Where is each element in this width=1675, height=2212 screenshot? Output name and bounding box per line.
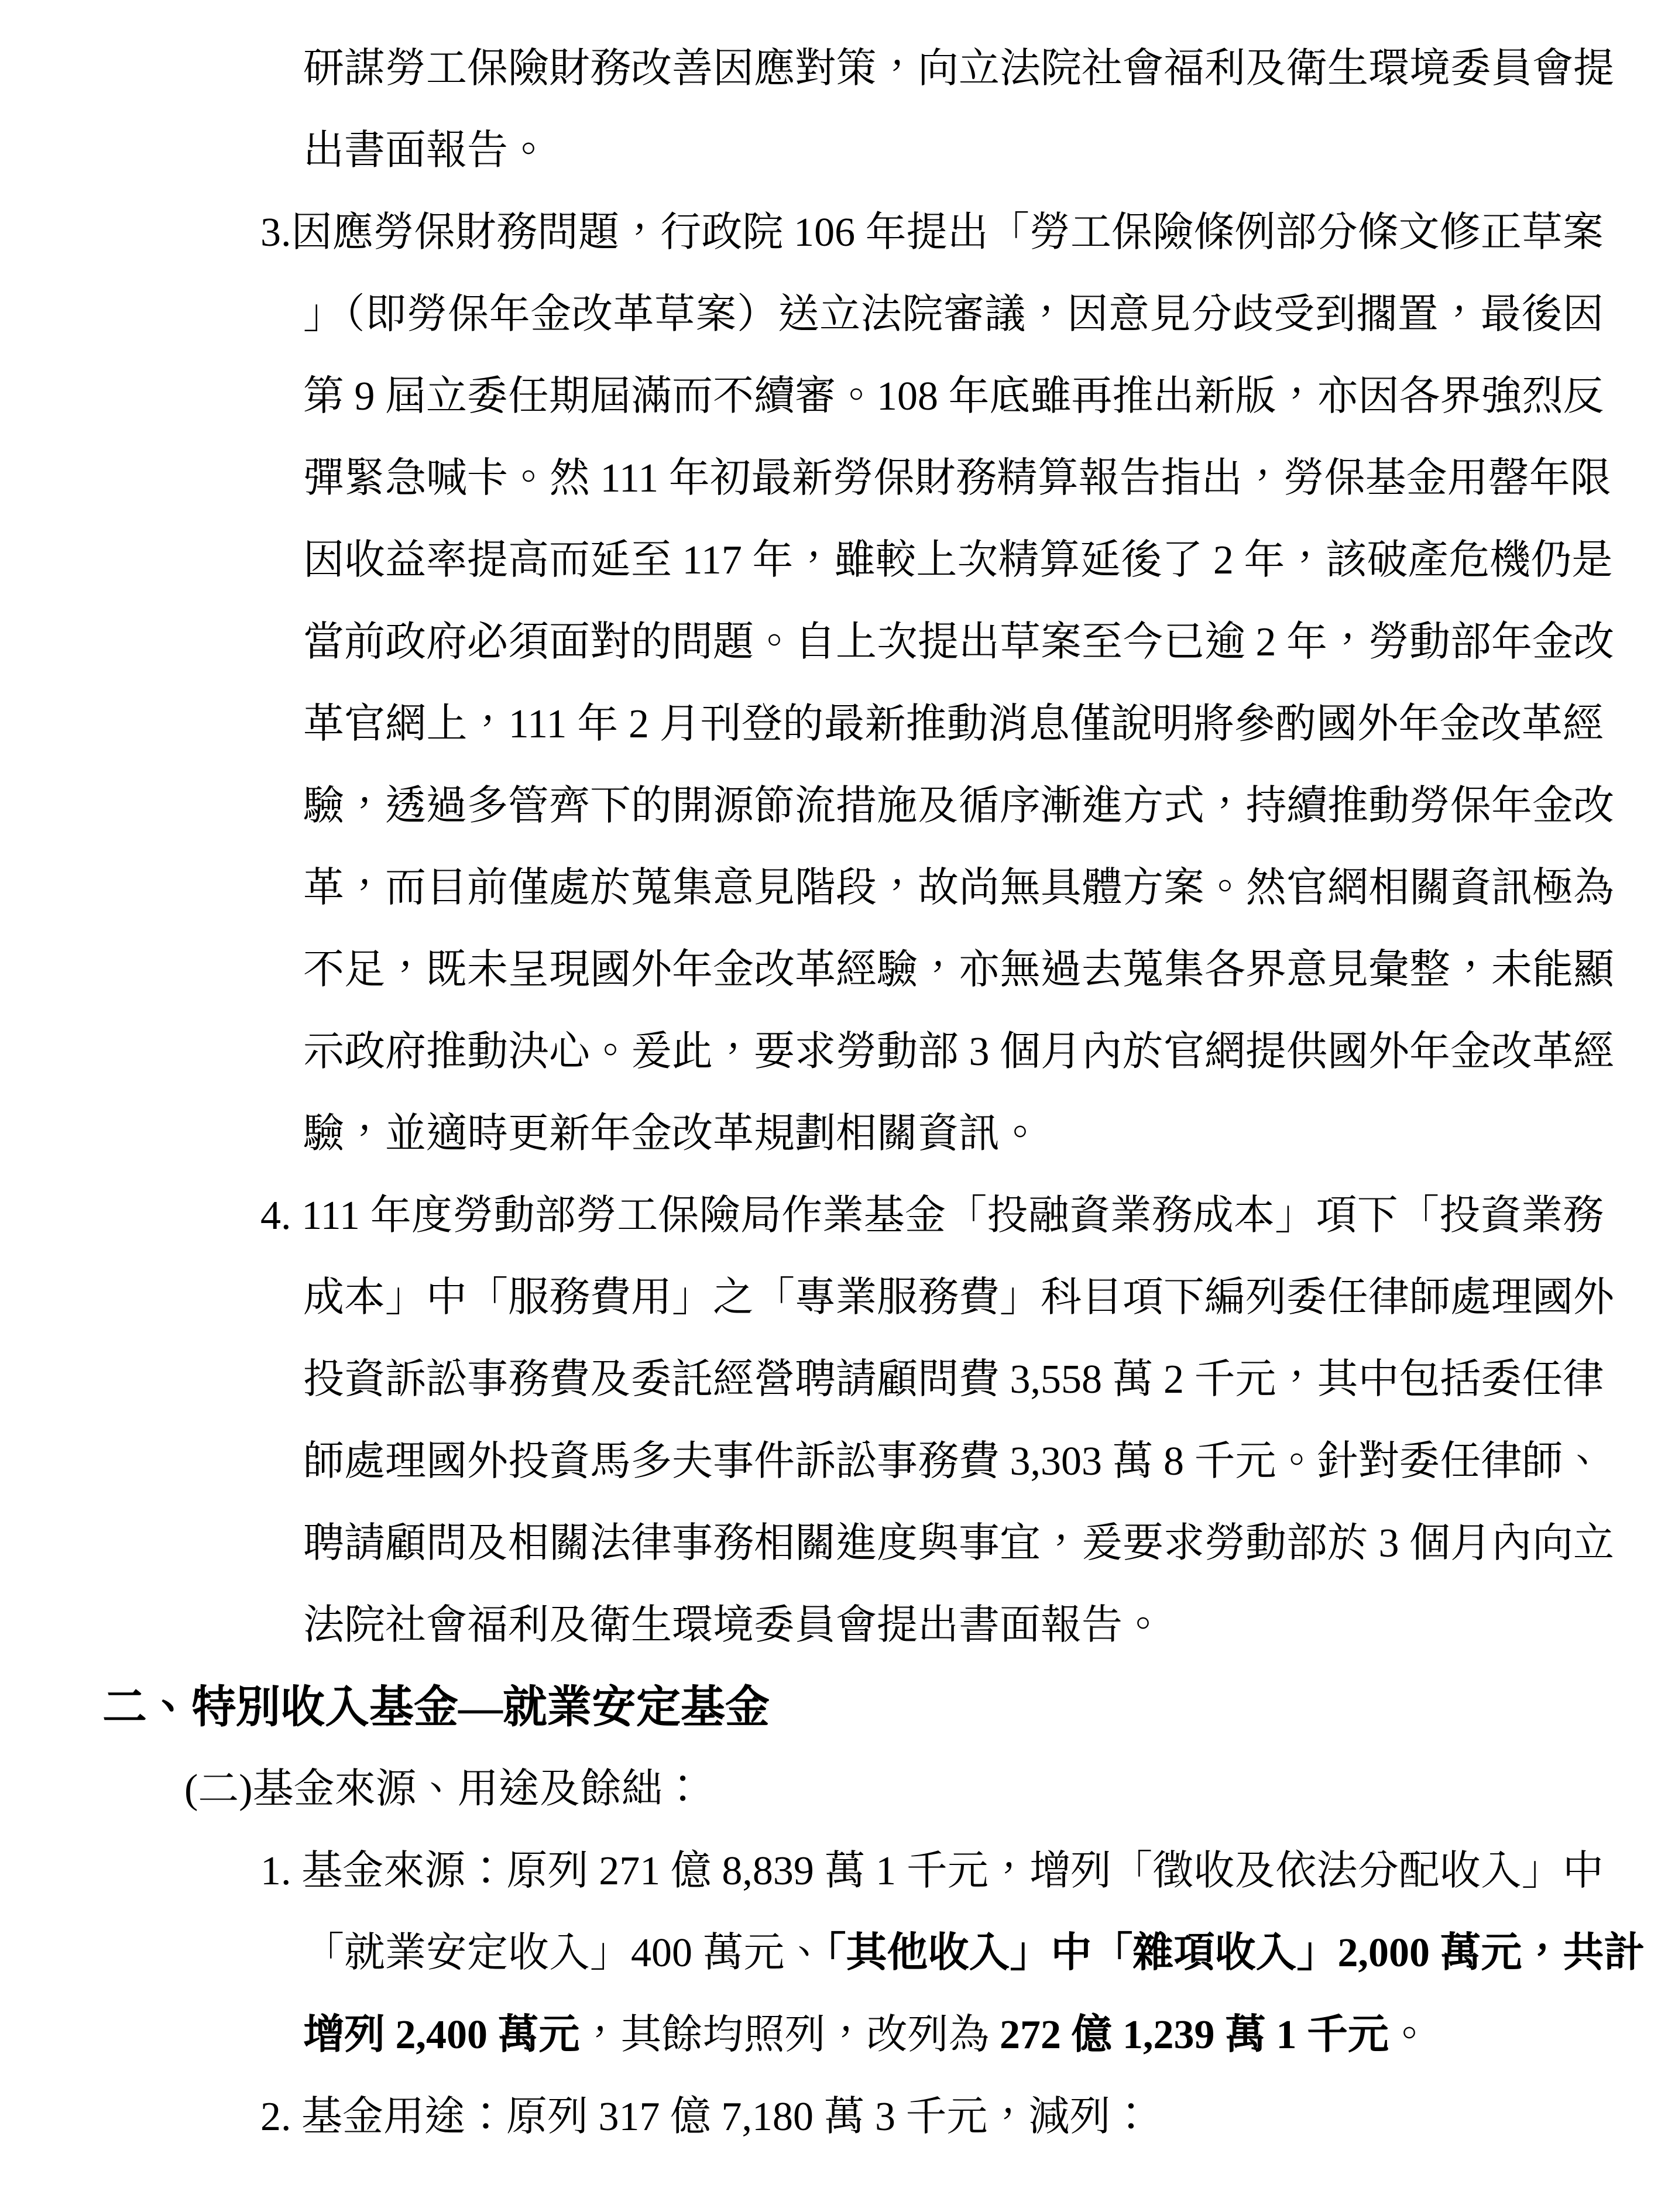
text-segment: 師處理國外投資馬多夫事件訴訟事務費 3,303 萬 8 千元。針對委任律師、: [303, 1439, 1604, 1484]
text-segment: 投資訴訟事務費及委託經營聘請顧問費 3,558 萬 2 千元，其中包括委任律: [303, 1357, 1604, 1402]
text-segment-bold: 二、特別收入基金—就業安定基金: [102, 1683, 770, 1732]
body-line: [303, 929, 1614, 1011]
text-segment: 。: [1389, 2012, 1430, 2058]
list-item-4: [260, 1175, 1604, 1257]
list-item-2: [260, 2076, 1604, 2158]
body-line: [303, 1585, 1604, 1667]
text-segment: 3.因應勞保財務問題，行政院 106 年提出「勞工保險條例部分條文修正草案: [260, 210, 1604, 255]
text-segment: 驗，並適時更新年金改革規劃相關資訊。: [303, 1111, 1041, 1156]
text-segment: ，其餘均照列，改列為: [579, 2012, 1000, 2058]
body-line: [303, 1912, 1645, 1994]
text-segment: 」（即勞保年金改革草案）送立法院審議，因意見分歧受到擱置，最後因: [303, 292, 1604, 337]
text-segment: 法院社會福利及衛生環境委員會提出書面報告。: [303, 1603, 1163, 1648]
body-line: [303, 847, 1614, 929]
text-segment: 「就業安定收入」400 萬元、: [303, 1931, 826, 1976]
text-segment: 彈緊急喊卡。然 111 年初最新勞保財務精算報告指出，勞保基金用罄年限: [303, 456, 1611, 501]
body-line: [303, 1994, 1604, 2076]
body-line: [303, 110, 1604, 192]
text-segment-bold: 「其他收入」中「雜項收入」2,000 萬元，共計: [825, 1931, 1645, 1976]
body-line: [303, 683, 1604, 765]
text-segment: 4. 111 年度勞動部勞工保險局作業基金「投融資業務成本」項下「投資業務: [260, 1193, 1604, 1238]
body-line: [303, 274, 1604, 356]
text-segment: 第 9 屆立委任期屆滿而不續審。108 年底雖再推出新版，亦因各界強烈反: [303, 374, 1604, 419]
list-item-1: [260, 1830, 1604, 1912]
text-segment: 革官網上，111 年 2 月刊登的最新推動消息僅說明將參酌國外年金改革經: [303, 702, 1604, 747]
text-segment: 不足，既未呈現國外年金改革經驗，亦無過去蒐集各界意見彙整，未能顯: [303, 947, 1614, 992]
body-line: [303, 520, 1613, 602]
text-segment: 1. 基金來源：原列 271 億 8,839 萬 1 千元，增列「徵收及依法分配收入」中: [260, 1849, 1604, 1894]
text-segment: 革，而目前僅處於蒐集意見階段，故尚無具體方案。然官網相關資訊極為: [303, 865, 1614, 911]
text-segment: 成本」中「服務費用」之「專業服務費」科目項下編列委任律師處理國外: [303, 1275, 1614, 1320]
subsection-heading-fund-source-use: [184, 1749, 1604, 1830]
body-line: [303, 765, 1614, 847]
text-segment-bold: 增列 2,400 萬元: [303, 2012, 580, 2058]
body-line: [303, 1093, 1604, 1175]
body-line: [303, 1421, 1604, 1503]
body-line: [303, 28, 1614, 110]
list-item-3: [260, 192, 1604, 274]
text-segment: (二)基金來源、用途及餘絀：: [184, 1767, 703, 1812]
text-segment: 當前政府必須面對的問題。自上次提出草案至今已逾 2 年，勞動部年金改: [303, 620, 1614, 665]
body-line: [303, 1339, 1604, 1421]
body-line: [303, 356, 1604, 438]
text-segment: 驗，透過多管齊下的開源節流措施及循序漸進方式，持續推動勞保年金改: [303, 784, 1614, 829]
text-segment-bold: 272 億 1,239 萬 1 千元: [1000, 2012, 1389, 2058]
body-line: [303, 1503, 1614, 1585]
body-line: [303, 1257, 1614, 1339]
text-segment: 因收益率提高而延至 117 年，雖較上次精算延後了 2 年，該破產危機仍是: [303, 538, 1613, 583]
text-segment: 2. 基金用途：原列 317 億 7,180 萬 3 千元，減列：: [260, 2094, 1152, 2139]
body-line: [303, 1011, 1614, 1093]
body-line: [303, 438, 1611, 520]
text-segment: 出書面報告。: [303, 128, 549, 173]
body-line: [303, 602, 1614, 683]
text-segment: 示政府推動決心。爰此，要求勞動部 3 個月內於官網提供國外年金改革經: [303, 1029, 1614, 1074]
text-segment: 研謀勞工保險財務改善因應對策，向立法院社會福利及衛生環境委員會提: [303, 46, 1614, 91]
section-heading-special-revenue-fund: [102, 1667, 1604, 1749]
text-segment: 聘請顧問及相關法律事務相關進度與事宜，爰要求勞動部於 3 個月內向立: [303, 1521, 1614, 1566]
